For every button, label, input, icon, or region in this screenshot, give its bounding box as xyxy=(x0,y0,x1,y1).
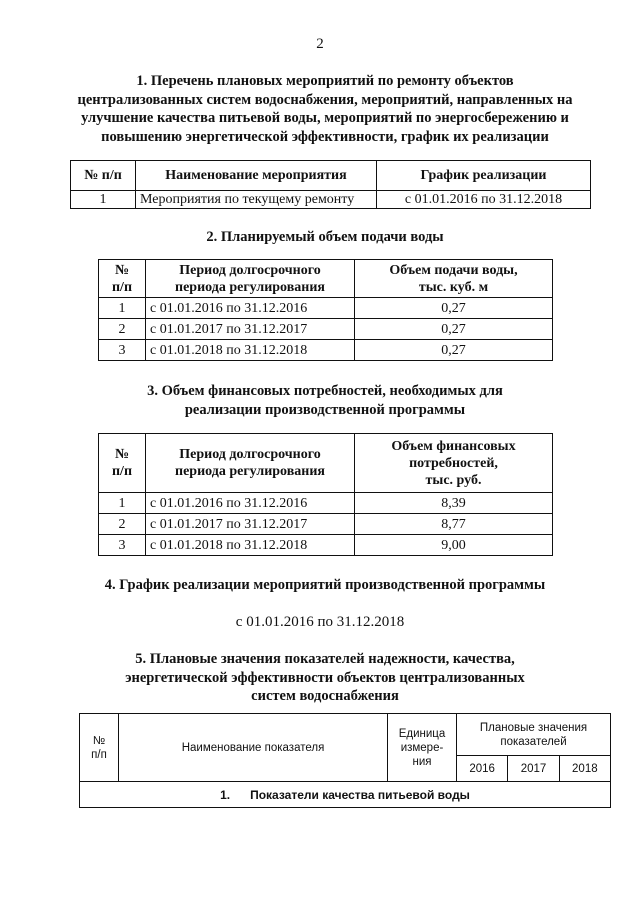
col-header-year: 2016 xyxy=(457,756,508,782)
header-line: № xyxy=(114,447,130,462)
section5-title-line: систем водоснабжения xyxy=(251,688,399,704)
section5-title-line: энергетической эффективности объектов централизованных xyxy=(125,669,525,686)
cell-number: 2 xyxy=(99,514,146,535)
cell-period: с 01.01.2016 по 31.12.2016 xyxy=(146,493,355,514)
col-header-planned-values xyxy=(457,714,611,756)
header-line: показателей xyxy=(500,735,567,748)
col-header-year: 2018 xyxy=(559,756,610,782)
cell-number: 3 xyxy=(99,535,146,556)
header-line: Единица xyxy=(398,727,446,740)
cell-schedule: с 01.01.2016 по 31.12.2018 xyxy=(377,191,591,209)
section2-title: 2. Планируемый объем подачи воды xyxy=(206,229,444,245)
table-row xyxy=(99,298,553,319)
col-header-period xyxy=(146,434,355,493)
col-header-volume xyxy=(355,260,553,298)
indicators-table xyxy=(79,713,611,808)
col-header-number: № п/п xyxy=(71,161,136,191)
cell-volume: 0,27 xyxy=(355,298,553,319)
table-section-row xyxy=(80,782,611,808)
table-row xyxy=(99,340,553,361)
col-header-number xyxy=(99,434,146,493)
cell-period: с 01.01.2017 по 31.12.2017 xyxy=(146,514,355,535)
cell-number: 1 xyxy=(99,298,146,319)
section3-title xyxy=(40,382,610,419)
col-header-period xyxy=(146,260,355,298)
col-header-year: 2017 xyxy=(508,756,559,782)
subsection-title: 1. Показатели качества питьевой воды xyxy=(80,782,611,808)
section5-title-line: 5. Плановые значения показателей надежности, качества, xyxy=(135,651,515,667)
cell-period: с 01.01.2018 по 31.12.2018 xyxy=(146,535,355,556)
header-line: Плановые значения xyxy=(479,721,588,734)
header-line: п/п xyxy=(91,748,107,761)
table-header-row xyxy=(71,161,591,191)
col-header-number xyxy=(80,714,119,782)
section3-title-line: 3. Объем финансовых потребностей, необходимых для xyxy=(147,383,503,399)
table-header-row xyxy=(80,714,611,756)
header-line: п/п xyxy=(111,279,133,295)
cell-number: 3 xyxy=(99,340,146,361)
cell-period: с 01.01.2016 по 31.12.2016 xyxy=(146,298,355,319)
col-header-indicator: Наименование показателя xyxy=(119,714,388,782)
table-row xyxy=(71,191,591,209)
col-header-activity: Наименование мероприятия xyxy=(136,161,377,191)
cell-number: 2 xyxy=(99,319,146,340)
col-header-number xyxy=(99,260,146,298)
cell-period: с 01.01.2017 по 31.12.2017 xyxy=(146,319,355,340)
header-line: периода регулирования xyxy=(175,279,325,295)
col-header-unit xyxy=(388,714,457,782)
cell-period: с 01.01.2018 по 31.12.2018 xyxy=(146,340,355,361)
section5-title xyxy=(40,650,610,706)
page-number: 2 xyxy=(316,36,324,52)
cell-number: 1 xyxy=(99,493,146,514)
cell-amount: 8,39 xyxy=(355,493,553,514)
header-line: № xyxy=(92,734,106,747)
section4-title: 4. График реализации мероприятий производственной программы xyxy=(104,577,546,593)
header-line: тыс. руб. xyxy=(425,472,482,488)
section1-title-line: улучшение качества питьевой воды, мероприятий по энергосбережению и xyxy=(81,110,569,126)
water-volume-table xyxy=(98,259,553,361)
cell-number: 1 xyxy=(71,191,136,209)
table-row xyxy=(99,535,553,556)
header-line: ния xyxy=(412,755,432,768)
header-line: № xyxy=(114,262,130,278)
header-line: периода регулирования xyxy=(175,464,325,479)
section1-title-line: повышению энергетической эффективности, график их реализации xyxy=(101,128,549,145)
activities-table xyxy=(70,160,591,209)
table-row xyxy=(99,493,553,514)
financial-needs-table xyxy=(98,433,553,556)
schedule-period: с 01.01.2016 по 31.12.2018 xyxy=(235,614,405,630)
header-line: тыс. куб. м xyxy=(418,279,489,295)
cell-volume: 0,27 xyxy=(355,319,553,340)
table-row xyxy=(99,319,553,340)
cell-activity: Мероприятия по текущему ремонту xyxy=(136,191,377,209)
col-header-schedule: График реализации xyxy=(377,161,591,191)
section1-title-line: централизованных систем водоснабжения, мероприятий, направленных на xyxy=(77,91,573,108)
section1-title-line: 1. Перечень плановых мероприятий по ремонту объектов xyxy=(136,73,514,89)
header-line: п/п xyxy=(111,464,133,479)
header-line: измере- xyxy=(400,741,444,754)
cell-volume: 0,27 xyxy=(355,340,553,361)
header-line: Период долгосрочного xyxy=(179,447,321,462)
header-line: потребностей, xyxy=(409,455,498,471)
col-header-finance xyxy=(355,434,553,493)
section1-title xyxy=(40,72,610,146)
table-header-row xyxy=(99,434,553,493)
section3-title-line: реализации производственной программы xyxy=(184,401,466,418)
table-row xyxy=(99,514,553,535)
cell-amount: 9,00 xyxy=(355,535,553,556)
table-header-row xyxy=(99,260,553,298)
header-line: Период долгосрочного xyxy=(179,262,321,278)
header-line: Объем подачи воды, xyxy=(389,262,518,278)
cell-amount: 8,77 xyxy=(355,514,553,535)
header-line: Объем финансовых xyxy=(391,438,516,454)
